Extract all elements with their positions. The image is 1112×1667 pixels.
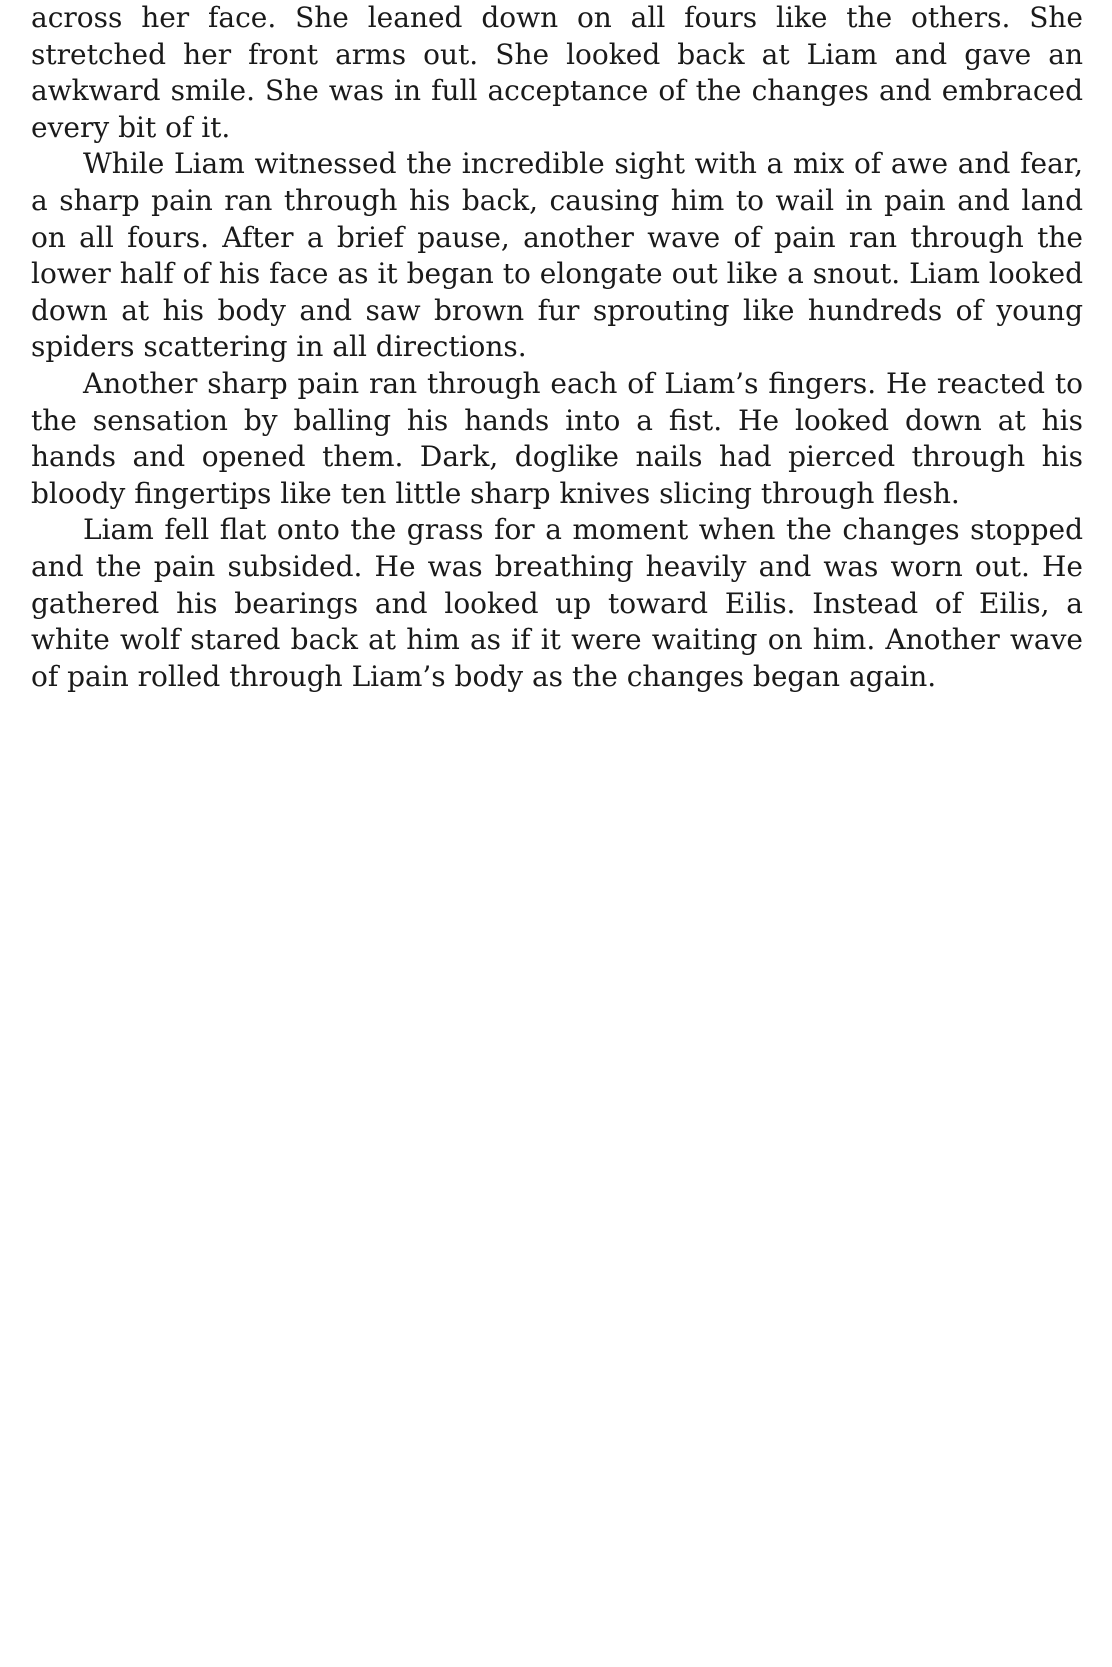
paragraph-continued: across her face. She leaned down on all fours like the others. She stretched her front arms out. She looked back at Liam and gave an awkward smile. She was in full acceptance of the changes and embraced every bit of it.	[31, 1, 1083, 144]
paragraph: Another sharp pain ran through each of Liam’s fingers. He reacted to the sensation by balling his hands into a fist. He looked down at his hands and opened them. Dark, doglike nails had pierced through his bloody fingertips like ten little sharp knives slicing through flesh.	[31, 366, 1083, 510]
page-body	[31, 0, 1083, 695]
paragraph: Liam fell flat onto the grass for a moment when the changes stopped and the pain subsided. He was breathing heavily and was worn out. He gathered his bearings and looked up toward Eilis. Instead of Eilis, a white wolf stared back at him as if it were waiting on him. Another wave of pain rolled through Liam’s body as the changes began again.	[31, 513, 1083, 693]
paragraph: While Liam witnessed the incredible sight with a mix of awe and fear, a sharp pain ran through his back, causing him to wail in pain and land on all fours. After a brief pause, another wave of pain ran through the lower half of his face as it began to elongate out like a snout. Liam looked down at his body and saw brown fur sprouting like hundreds of young spiders scattering in all directions.	[31, 147, 1083, 364]
